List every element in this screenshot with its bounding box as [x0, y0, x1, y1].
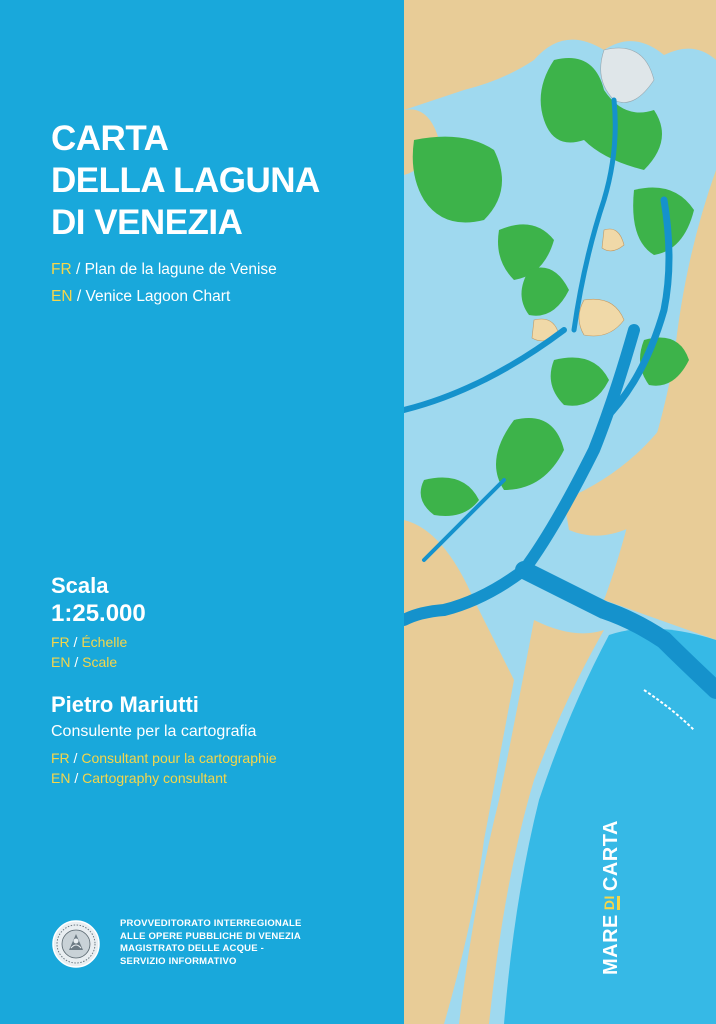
subtitle-fr	[51, 260, 277, 280]
lang-separator: /	[70, 770, 83, 786]
brand-mare: MARE	[600, 914, 622, 975]
scale-heading: Scala	[51, 573, 109, 598]
lang-code-en: EN	[51, 654, 71, 670]
lang-code-en: EN	[51, 288, 73, 305]
lang-code-fr: FR	[51, 634, 70, 650]
lang-code-fr: FR	[51, 750, 70, 766]
scale-fr	[51, 633, 127, 651]
institution-line: SERVIZIO INFORMATIVO	[120, 955, 237, 967]
subtitle-en	[51, 287, 230, 307]
institution-line: PROVVEDITORATO INTERREGIONALE	[120, 918, 302, 929]
lang-separator: /	[72, 288, 86, 305]
lang-separator: /	[69, 634, 82, 650]
author-name: Pietro Mariutti	[51, 692, 199, 717]
author-role-en-text: Cartography consultant	[82, 770, 227, 786]
scale-en	[51, 653, 117, 671]
lagoon-map	[404, 0, 716, 1024]
title-line-1: CARTA	[51, 119, 169, 158]
subtitle-fr-text: Plan de la lagune de Venise	[84, 261, 277, 278]
scale-fr-text: Échelle	[81, 634, 128, 650]
brand-di-bar	[617, 896, 620, 910]
subtitle-en-text: Venice Lagoon Chart	[85, 288, 231, 305]
scale-en-text: Scale	[82, 654, 118, 670]
scale-value: 1:25.000	[51, 600, 146, 627]
page-title	[51, 118, 391, 244]
institution-line: ALLE OPERE PUBBLICHE DI VENEZIA	[120, 930, 301, 942]
author-role-en	[51, 769, 227, 787]
brand-di-text: DI	[601, 895, 617, 911]
institution-seal-icon	[52, 920, 100, 968]
lang-code-fr: FR	[51, 261, 72, 278]
author-role-fr	[51, 749, 277, 767]
title-line-3: DI VENEZIA	[51, 203, 243, 242]
lang-separator: /	[71, 261, 85, 278]
brand-logo	[600, 820, 623, 975]
brand-carta: CARTA	[600, 820, 622, 892]
brand-di	[603, 895, 620, 910]
title-line-2: DELLA LAGUNA	[51, 161, 320, 200]
lang-separator: /	[69, 750, 82, 766]
institution-line: MAGISTRATO DELLE ACQUE -	[120, 943, 264, 954]
institution-name	[120, 918, 370, 968]
lang-code-en: EN	[51, 770, 71, 786]
author-role: Consulente per la cartografia	[51, 723, 257, 740]
lang-separator: /	[70, 654, 83, 670]
author-role-fr-text: Consultant pour la cartographie	[81, 750, 277, 766]
